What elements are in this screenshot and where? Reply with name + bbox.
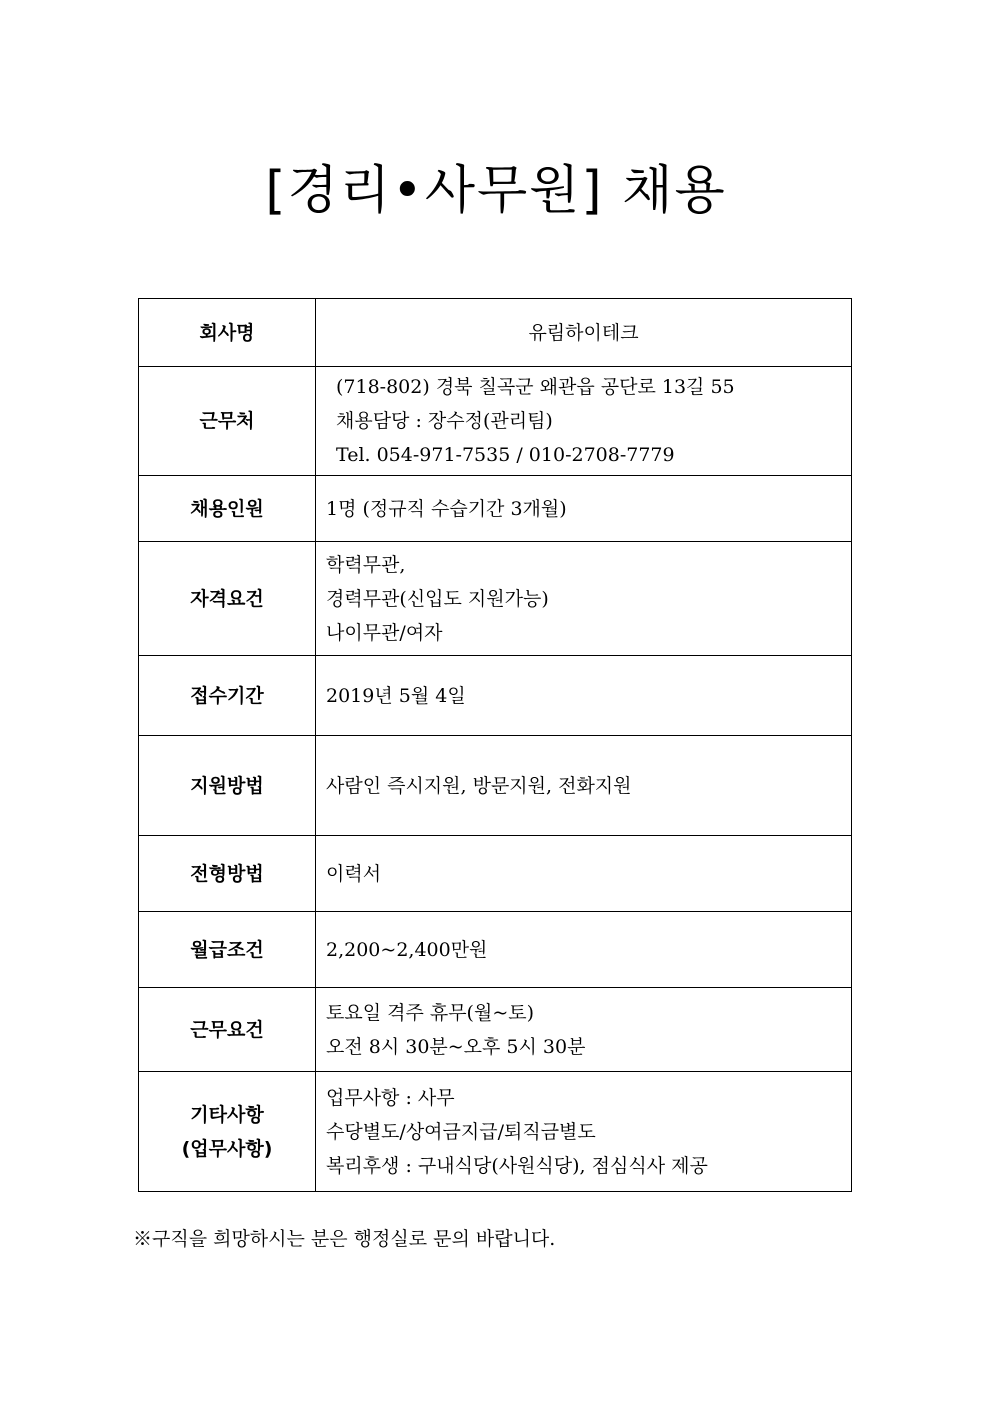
value-line: Tel. 054-971-7535 / 010-2708-7779: [336, 444, 675, 466]
table-row: [139, 476, 852, 542]
table-row: [139, 736, 852, 836]
row-label-selection-method: 전형방법: [139, 836, 316, 912]
table-row: [139, 1072, 852, 1192]
row-label-application-period: 접수기간: [139, 656, 316, 736]
table-row: [139, 299, 852, 367]
value-line: (718-802) 경북 칠곡군 왜관읍 공단로 13길 55: [336, 376, 735, 398]
label-line: (업무사항): [181, 1137, 273, 1160]
value-line: 1명 (정규직 수습기간 3개월): [326, 497, 567, 520]
value-line: 토요일 격주 휴무(월~토): [326, 1001, 535, 1024]
row-value-workplace: [316, 367, 852, 476]
document-title: [경리•사무원] 채용: [265, 161, 727, 221]
value-line: 사람인 즉시지원, 방문지원, 전화지원: [326, 774, 632, 797]
row-value-qualification: [316, 542, 852, 656]
value-line: 2,200~2,400만원: [326, 938, 488, 961]
value-line: 경력무관(신입도 지원가능): [326, 587, 549, 610]
row-label-other: [139, 1072, 316, 1192]
footnote: ※구직을 희망하시는 분은 행정실로 문의 바랍니다.: [133, 1228, 556, 1250]
value-line: 오전 8시 30분~오후 5시 30분: [326, 1035, 586, 1058]
value-line: 이력서: [326, 862, 382, 885]
row-value-selection-method: [316, 836, 852, 912]
row-label-company: 회사명: [139, 299, 316, 367]
row-label-work-conditions: 근무요건: [139, 988, 316, 1072]
value-line: 수당별도/상여금지급/퇴직금별도: [326, 1120, 596, 1143]
row-value-company: [316, 299, 852, 367]
row-value-other: [316, 1072, 852, 1192]
table-row: [139, 988, 852, 1072]
table-row: [139, 656, 852, 736]
row-label-headcount: 채용인원: [139, 476, 316, 542]
row-label-workplace: 근무처: [139, 367, 316, 476]
table-row: [139, 367, 852, 476]
row-value-application-period: [316, 656, 852, 736]
row-label-salary: 월급조건: [139, 912, 316, 988]
value-line: 2019년 5월 4일: [326, 684, 466, 707]
table-row: [139, 836, 852, 912]
value-line: 업무사항 : 사무: [326, 1086, 455, 1109]
row-label-qualification: 자격요건: [139, 542, 316, 656]
table-row: [139, 542, 852, 656]
value-line: 채용담당 : 장수정(관리팀): [336, 410, 553, 432]
value-line: 학력무관,: [326, 553, 406, 576]
row-label-application-method: 지원방법: [139, 736, 316, 836]
row-value-application-method: [316, 736, 852, 836]
row-value-headcount: [316, 476, 852, 542]
row-value-salary: [316, 912, 852, 988]
table-row: [139, 912, 852, 988]
value-line: 나이무관/여자: [326, 621, 443, 644]
value-line: 유림하이테크: [528, 321, 639, 344]
recruitment-info-table: [138, 298, 852, 1192]
value-line: 복리후생 : 구내식당(사원식당), 점심식사 제공: [326, 1154, 708, 1177]
row-value-work-conditions: [316, 988, 852, 1072]
label-line: 기타사항: [190, 1103, 264, 1126]
